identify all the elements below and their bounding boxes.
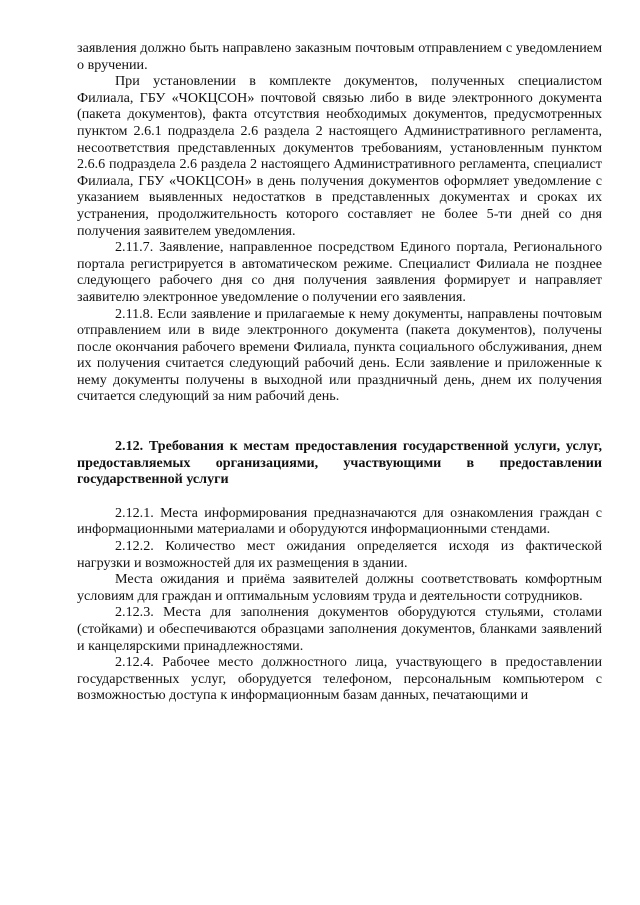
section-heading-2-12: 2.12. Требования к местам предоставления государственной услуги, услуг, предоставляемых организациями, участвующими в предоставлении государственной услуги (77, 438, 602, 488)
paragraph-2-12-1: 2.12.1. Места информирования предназначаются для ознакомления граждан с информационными материалами и оборудуются информационными стендами. (77, 504, 602, 538)
paragraph-2-12-3: 2.12.3. Места для заполнения документов оборудуются стульями, столами (стойками) и обеспечиваются образцами заполнения документов, бланками заявлений и канцелярскими принадлежностями. (77, 604, 602, 654)
paragraph-waiting-places: Места ожидания и приёма заявителей должны соответствовать комфортным условиям для граждан и оптимальным условиям труда и деятельности сотрудников. (77, 571, 602, 604)
paragraph-incomplete-documents: При установлении в комплекте документов, полученных специалистом Филиала, ГБУ «ЧОКЦСОН» почтовой связью либо в виде электронного документа (пакета документов), факта отсутствия необходимых документов, предусмотренных пунктом 2.6.1 подраздела 2.6 раздела 2 настоящего Административного регламента, несоответствия представленных документов требованиям, установленным пунктом 2.6.6 подраздела 2.6 раздела 2 настоящего Административного регламента, специалист Филиала, ГБУ «ЧОКЦСОН» в день получения документов оформляет уведомление с указанием выявленных недостатков в представленных документах и сроках их устранения, продолжительность которого составляет не более 5-ти дней со дня получения заявителем уведомления. (77, 73, 602, 239)
section-spacer (77, 405, 602, 438)
heading-spacer (77, 488, 602, 505)
paragraph-continuation: заявления должно быть направлено заказным почтовым отправлением с уведомлением о вручении. (77, 40, 602, 73)
paragraph-2-11-7: 2.11.7. Заявление, направленное посредством Единого портала, Регионального портала регистрируется в автоматическом режиме. Специалист Филиала не позднее следующего рабочего дня со дня получения заявления формирует и направляет заявителю электронное уведомление о получении его заявления. (77, 239, 602, 305)
paragraph-2-12-4: 2.12.4. Рабочее место должностного лица, участвующего в предоставлении государственных услуг, оборудуется телефоном, персональным компьютером с возможностью доступа к информационным базам данных, печатающими и (77, 654, 602, 704)
paragraph-2-11-8: 2.11.8. Если заявление и прилагаемые к нему документы, направлены почтовым отправлением или в виде электронного документа (пакета документов), получены после окончания рабочего времени Филиала, пункта социального обслуживания, днем их получения считается следующий рабочий день. Если заявление и приложенные к нему документы получены в выходной или праздничный день, днем их получения считается следующий за ним рабочий день. (77, 305, 602, 405)
paragraph-2-12-2: 2.12.2. Количество мест ожидания определяется исходя из фактической нагрузки и возможностей для их размещения в здании. (77, 538, 602, 571)
